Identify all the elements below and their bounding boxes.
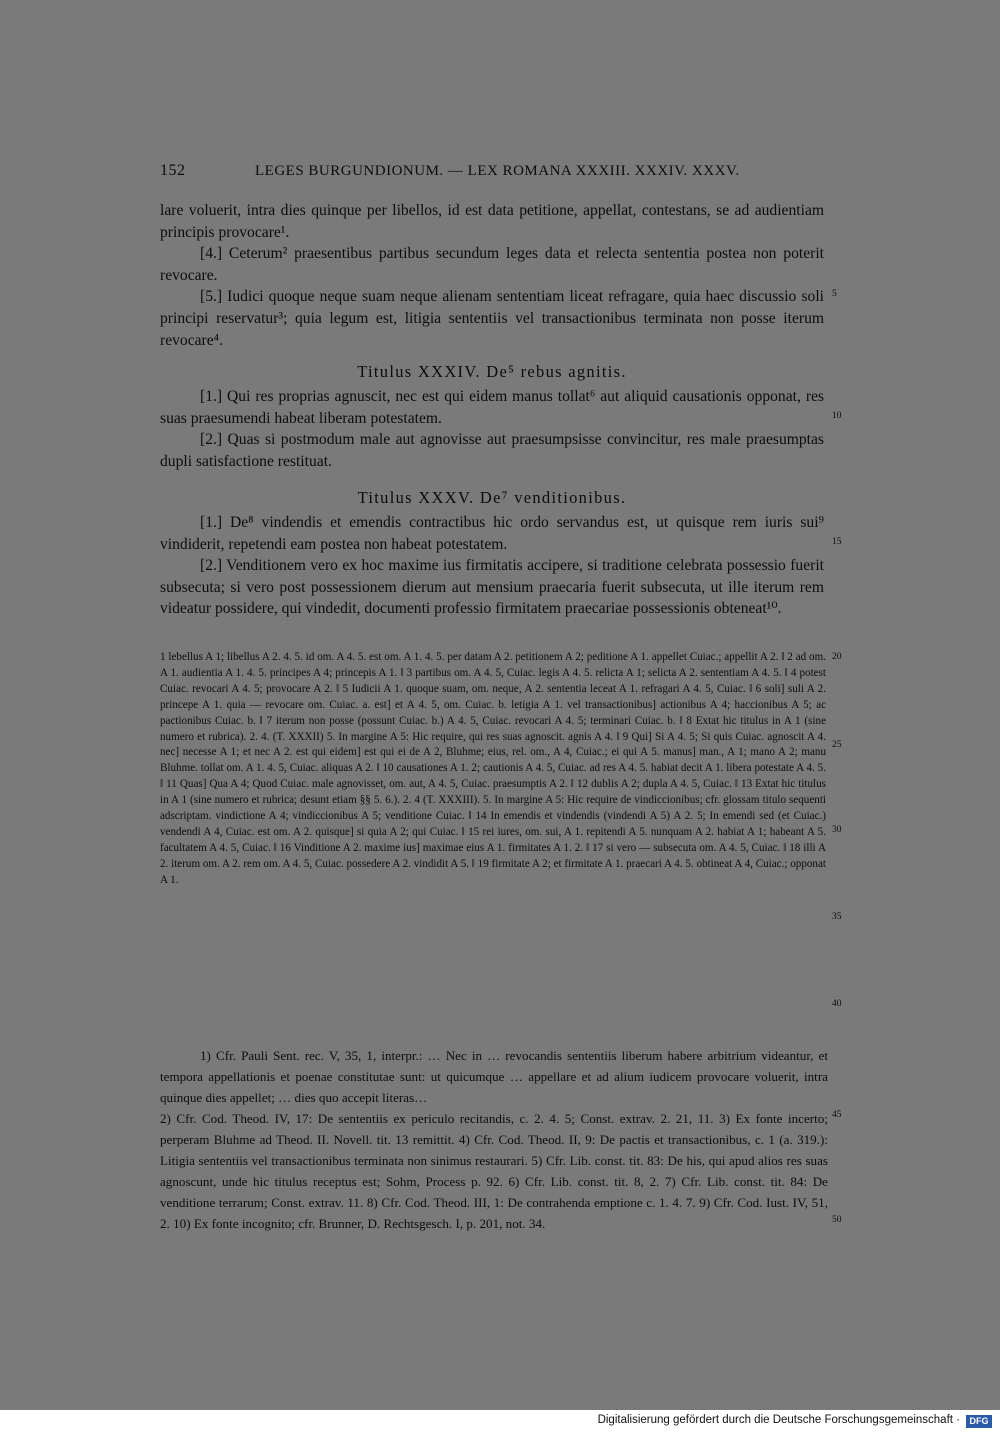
paragraph: [4.] Ceterum² praesentibus partibus secundum leges data et relecta sententia postea non poterit revocare. xyxy=(160,245,824,284)
dfg-logo: DFG xyxy=(966,1415,992,1428)
running-title: LEGES BURGUNDIONUM. — LEX ROMANA XXXIII. XXXIV. XXXV. xyxy=(255,163,740,179)
note: 1) Cfr. Pauli Sent. rec. V, 35, 1, interpr.: … Nec in … revocandis sententiis liberum habere arbitrium videantur, et tempora appellationis et poenae constitutae sunt: ut quicumque … appellare et ad alium iudicem provocare voluerit, intra quinque dies appellet; … dies quo accepit literas… xyxy=(160,1048,828,1105)
text-block-1 xyxy=(160,200,824,351)
paragraph: [2.] Venditionem vero ex hoc maxime ius firmitatis accipere, si traditione celebrata possessio fuerit subsecuta; si vero post possessionem dierum aut mensium praecaria fuerit subsecuta, ut ille iterum rem videatur possidere, qui vindedit, documenti professio firmitatem praecariae possessionis obteneat¹⁰. xyxy=(160,557,824,618)
line-number: 25 xyxy=(832,740,842,750)
paragraph: [5.] Iudici quoque neque suam neque alienam sententiam liceat refragare, quia haec discussio soli principi reservatur³; quia legum est, litigia sententiis vel transactionibus terminata non posse iterum revocare⁴. xyxy=(160,288,824,349)
line-number: 10 xyxy=(832,411,842,421)
line-number: 50 xyxy=(832,1215,842,1225)
line-number: 35 xyxy=(832,912,842,922)
line-number: 15 xyxy=(832,537,842,547)
text-block-2 xyxy=(160,386,824,472)
line-number: 40 xyxy=(832,999,842,1009)
paragraph: [1.] De⁸ vindendis et emendis contractibus hic ordo servandus est, ut quisque rem iuris sui⁹ vindiderit, repetendi eam postea non habeat potestatem. xyxy=(160,514,824,553)
line-number: 20 xyxy=(832,652,842,662)
page-number: 152 xyxy=(160,162,186,179)
note: 2) Cfr. Cod. Theod. IV, 17: De sententiis ex periculo recitandis, c. 2. 4. 5; Const. extrav. 2. 21, 11. 3) Ex fonte incerto; perperam Bluhme ad Theod. II. Novell. tit. 13 remittit. 4) Cfr. Cod. Theod. II, 9: De pactis et transactionibus, c. 1 (a. 319.): Litigia sententiis vel transactionibus terminata non sinimus restaurari. 5) Cfr. Lib. const. tit. 83: De his, qui apud alios res suas agnoscunt, unde hic titulus receptus est; Sohm, Process p. 92. 6) Cfr. Lib. const. tit. 8, 2. 7) Cfr. Lib. const. tit. 84: De venditione terrarum; Const. extrav. 11. 8) Cfr. Cod. Theod. III, 1: De contrahenda emptione c. 1. 4. 7. 9) Cfr. Cod. Iust. IV, 51, 2. 10) Ex fonte incognito; cfr. Brunner, D. Rechtsgesch. I, p. 201, not. 34. xyxy=(160,1111,828,1231)
funding-notice: Digitalisierung gefördert durch die Deutsche Forschungsgemeinschaft · xyxy=(597,1414,960,1426)
apparatus-text: 1 lebellus A 1; libellus A 2. 4. 5. id om. A 4. 5. est om. A 1. 4. 5. per datam A 2. petitionem A 2; peditione A 1. appellet Cuiac.; appellit A 2. ‖ 2 ad om. A 1. audientia A 1. 4. 5. principes A 4; princepis A 1. ‖ 3 partibus om. A 4. 5, Cuiac. legis A 4. 5. relicta A 1; selicta A 2. sententiam A 4. 5. ‖ 4 potest Cuiac. revocari A 4. 5; provocare A 2. ‖ 5 Iudicii A 1. quoque suam, om. neque, A 2. sententia leceat A 1. refragari A 4. 5, Cuiac. ‖ 6 soli] suli A 2. princepe A 1. quia — revocare om. Cuiac. a. est] et A 4. 5, om. Cuiac. b. letigia A 1. vel transactionibus] actionibus A 4; haccionibus A 5; ac pactionibus Cuiac. b. ‖ 7 iterum non posse (possunt Cuiac. b.) A 4. 5, Cuiac. revocari A 4. 5; terminari Cuiac. b. ‖ 8 Extat hic titulus in A 1 (sine numero et rubrica). 2. 4. (T. XXXII) 5. In margine A 5: Hic require, qui res suas agnoscit. agnis A 4. ‖ 9 Qui] Si A 4. 5; Si quis Cuiac. agnoscit A 4. nec] necesse A 1; et nec A 2. est qui eidem] est qui ei de A 2, Bluhme; eius, rel. om., A 4, Cuiac.; ei qui A 5. manus] man., A 1; mano A 2; manu Bluhme. tollat om. A 1. 4. 5, Cuiac. aliquas A 2. ‖ 10 causationes A 1. 2; cautionis A 4. 5, Cuiac. ad res A 4. 5. habiat decit A 1. libera potestate A 4. 5. ‖ 11 Quas] Qua A 4; Quod Cuiac. male agnovisset, om. aut, A 4. 5, Cuiac. praesumptis A 2. ‖ 12 dublis A 2; dupla A 4. 5, Cuiac. ‖ 13 Extat hic titulus in A 1 (sine numero et rubrica; desunt etiam §§ 5. 6.). 2. 4 (T. XXXIII). 5. In margine A 5: Hic require de vindiccionibus; cfr. glossam titulo sequenti adscriptam. vindictione A 4; vindiccionibus A 5; venditione Cuiac. ‖ 14 In emendis et vindendis (vindendi A 5) A 2. 5; In emendi sed (et Cuiac.) vendendi A 4, Cuiac. est om. A 2. quisque] si quia A 2; qui Cuiac. ‖ 15 rei iures, om. sui, A 1. repitendi A 5. nunquam A 2. habiat A 1; habeant A 5. facultatem A 4. 5, Cuiac. ‖ 16 Vinditione A 2. maxime ius] maximae eius A 1. firmitates A 1. 2. ‖ 17 si vero — subsecuta om. A 4. 5, Cuiac. ‖ 18 illi A 2. iterum om. A 2. rem om. A 4. 5, Cuiac. possedere A 2. vindidit A 5. ‖ 19 firmitate A 2; et firmitate A 1. praecari A 4. 5. obtineat A 4, Cuiac.; opponat A 1. xyxy=(160,651,826,886)
line-number: 45 xyxy=(832,1110,842,1120)
footer-bar xyxy=(0,1410,1000,1434)
source-notes xyxy=(160,1045,828,1234)
paragraph: lare voluerit, intra dies quinque per libellos, id est data petitione, appellat, contestans, se ad audientiam principis provocare¹. xyxy=(160,202,824,241)
critical-apparatus xyxy=(160,650,826,889)
text-block-3 xyxy=(160,512,824,620)
line-number: 30 xyxy=(832,825,842,835)
line-number: 5 xyxy=(832,289,837,299)
paragraph: [2.] Quas si postmodum male aut agnovisse aut praesumpsisse convincitur, res male praesumptas dupli satisfactione restituat. xyxy=(160,431,824,470)
paragraph: [1.] Qui res proprias agnuscit, nec est qui eidem manus tollat⁶ aut aliquid causationis opponat, res suas praesumendi habeat liberam potestatem. xyxy=(160,388,824,427)
section-title: Titulus XXXIV. De⁵ rebus agnitis. xyxy=(357,362,627,381)
section-title: Titulus XXXV. De⁷ venditionibus. xyxy=(357,488,627,507)
